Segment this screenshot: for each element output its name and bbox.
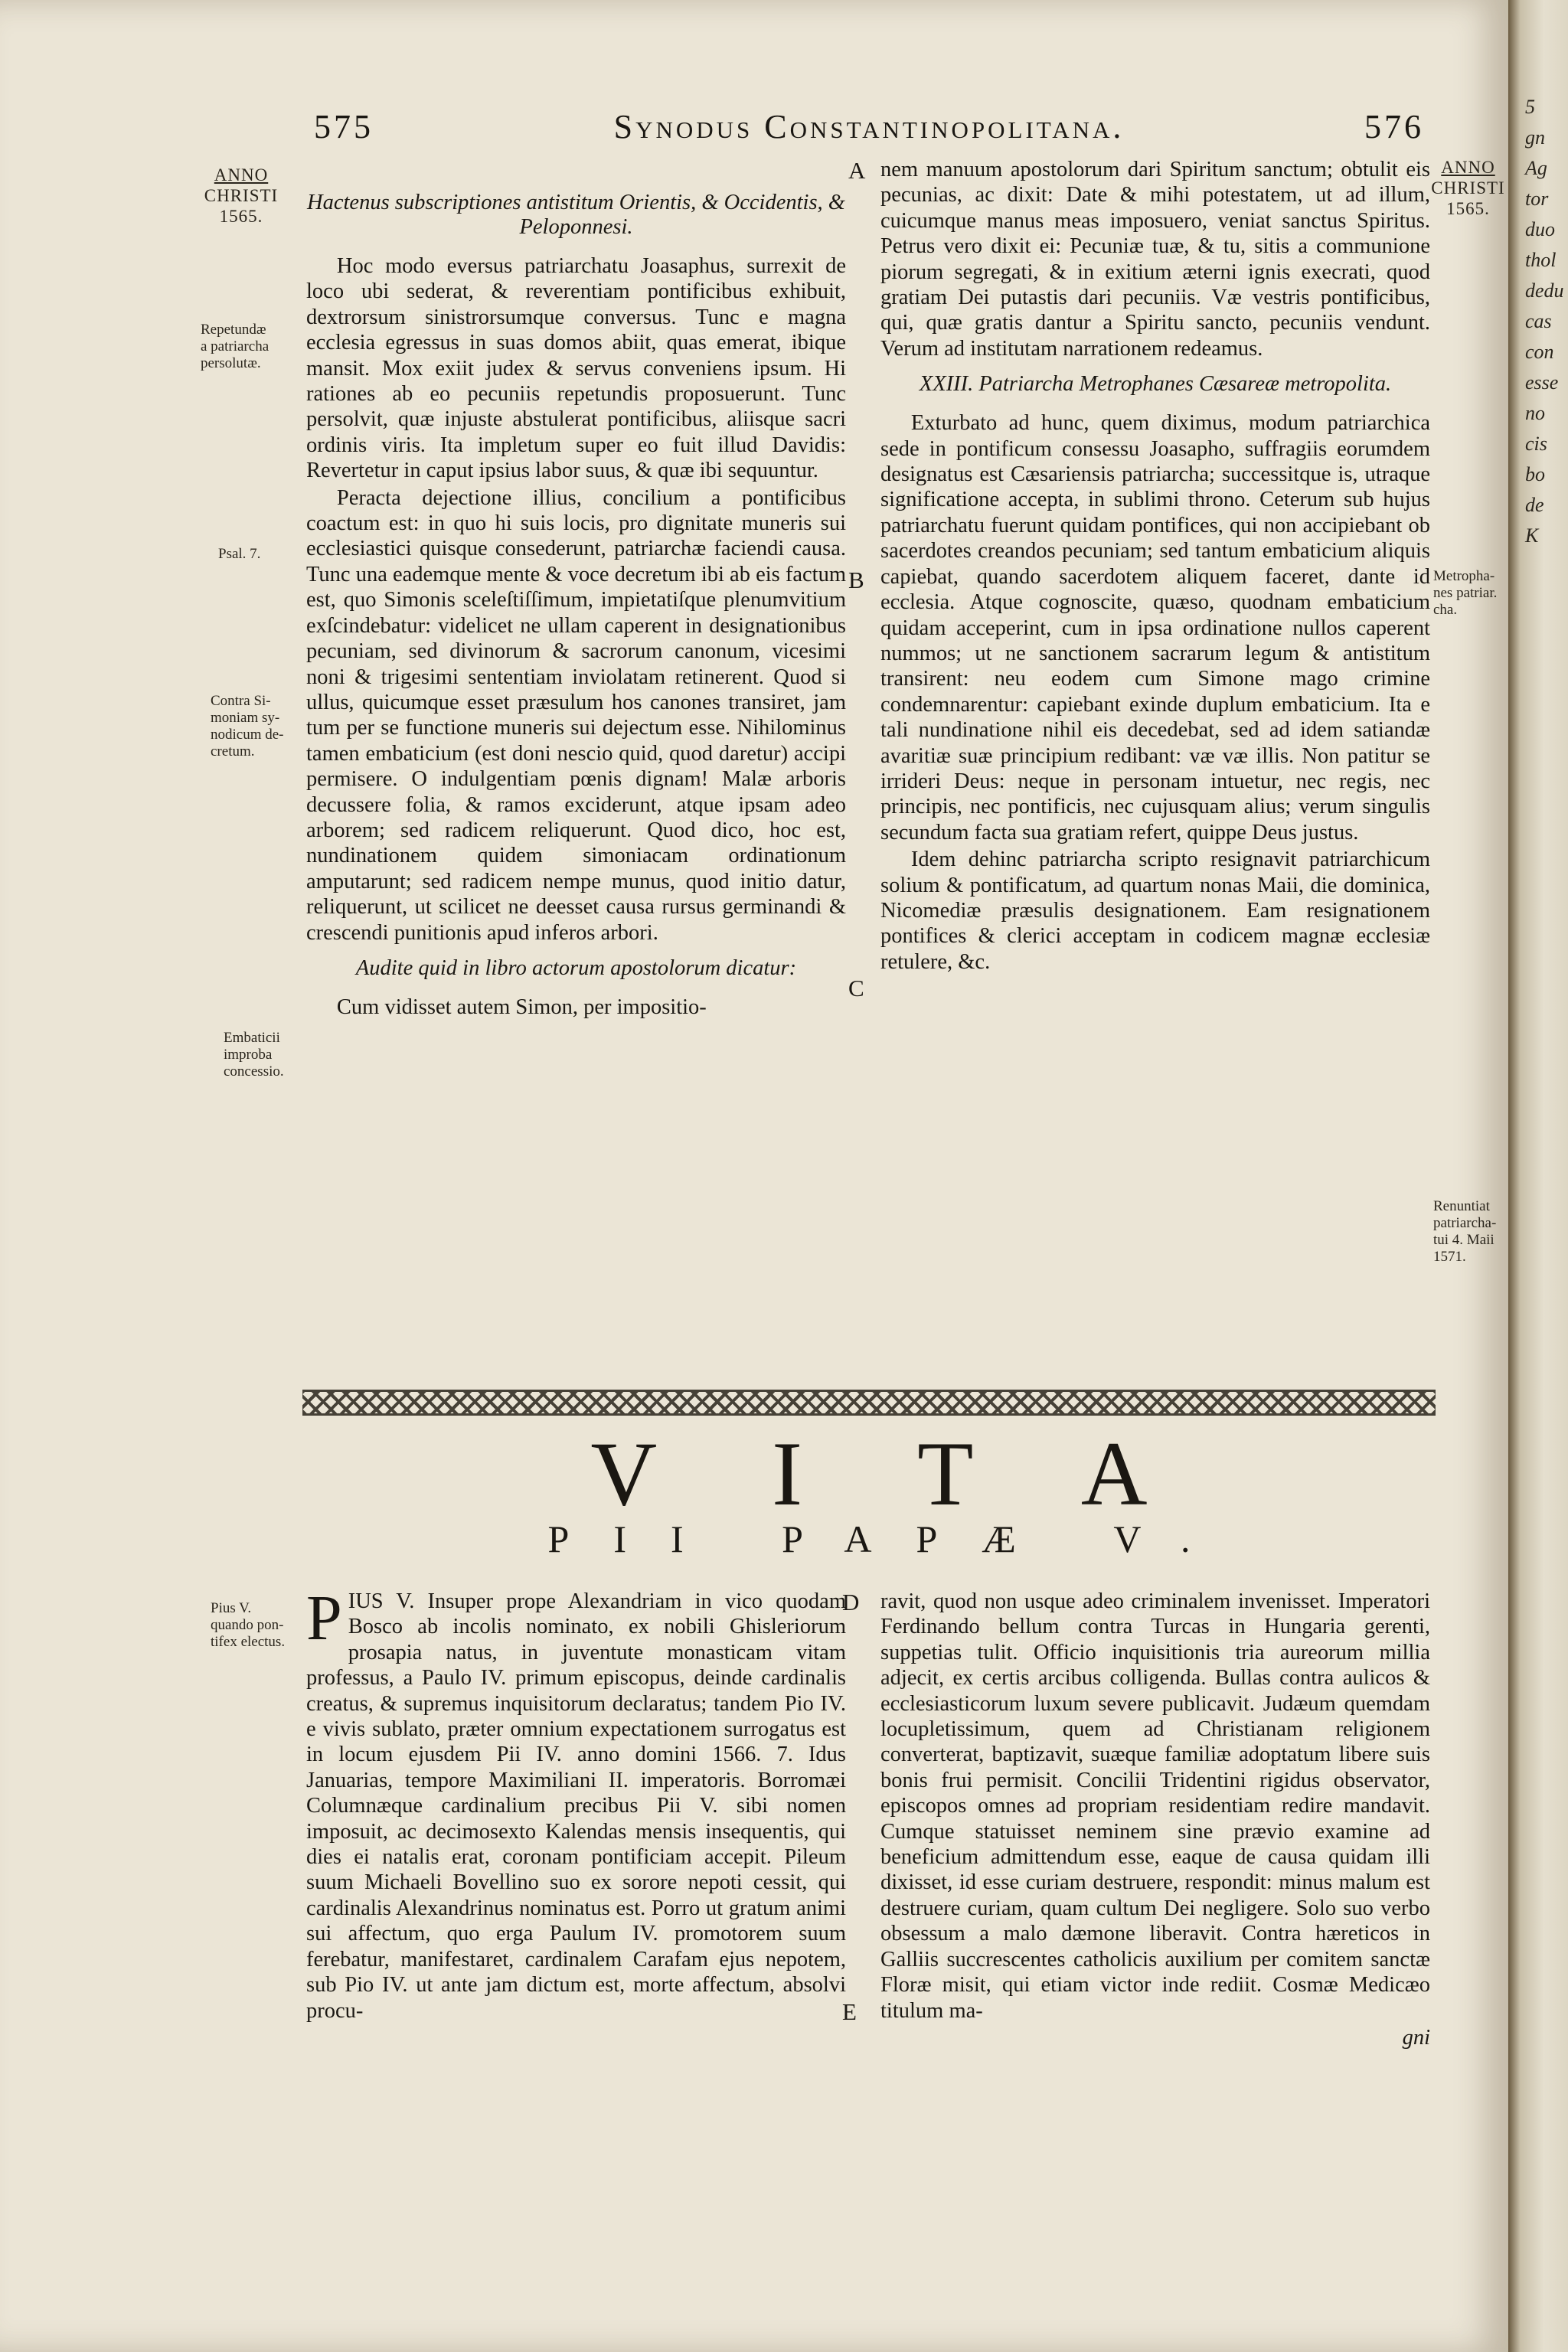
margin-note-repetundae	[201, 322, 304, 372]
margin-note-line: persolutæ.	[201, 355, 261, 371]
section-letter-b: B	[848, 567, 864, 593]
margin-anno-right-line: CHRISTI	[1431, 178, 1505, 198]
subscriptions-heading: Hactenus subscriptiones antistitum Orientis, & Occidentis, & Peloponnesi.	[307, 191, 845, 239]
margin-note-line: quando pon-	[211, 1617, 284, 1633]
margin-note-line: Repetundæ	[201, 322, 266, 338]
margin-note-line: concessio.	[224, 1063, 284, 1080]
margin-anno-left-line: 1565.	[219, 207, 263, 226]
vita-subtitle: PII PAPÆ V.	[547, 1517, 1235, 1560]
margin-note-line: tui 4. Maii	[1433, 1232, 1494, 1248]
page-number-right: 576	[1364, 108, 1424, 145]
running-header	[306, 107, 1432, 161]
margin-note-pius-v	[211, 1600, 306, 1651]
right-column	[880, 157, 1430, 976]
margin-note-metrophanes	[1433, 568, 1508, 619]
running-title: Synodus Constantinopolitana.	[613, 108, 1125, 145]
margin-anno-left-line: ANNO	[214, 165, 269, 185]
margin-note-line: tifex electus.	[211, 1634, 286, 1650]
margin-note-line: cha.	[1433, 602, 1458, 618]
section-heading-xxiii: XXIII. Patriarcha Metrophanes Cæsareæ metropolita.	[919, 372, 1392, 397]
margin-note-line: Renuntiat	[1433, 1198, 1490, 1214]
margin-anno-left-line: CHRISTI	[204, 186, 279, 205]
vita-title: VITA	[590, 1423, 1263, 1524]
margin-anno-left	[195, 165, 287, 227]
drop-cap: P	[306, 1583, 342, 1654]
margin-note-line: Contra Si-	[211, 693, 271, 709]
section-letter-a: A	[848, 157, 866, 184]
margin-note-line: patriarcha-	[1433, 1215, 1497, 1231]
section-letter-d: D	[842, 1589, 860, 1615]
margin-note-line: moniam sy-	[211, 710, 280, 726]
margin-note-line: Psal. 7.	[218, 546, 261, 562]
vita-right-column	[880, 1589, 1430, 2052]
margin-note-line: Metropha-	[1433, 568, 1495, 584]
paragraph: Idem dehinc patriarcha scripto resignavit patriarchicum solium & pontificatum, ad quartum nonas Maii, die dominica, Nicomediæ præsulis designationem. Eam resignationem pontifices & clerici acceptam in codicem magnæ ecclesiæ retulere, &c.	[880, 848, 1430, 974]
vita-left-column	[306, 1583, 846, 2025]
margin-note-line: cretum.	[211, 743, 255, 760]
section-letter-e: E	[842, 1998, 857, 2025]
left-column	[306, 180, 846, 1021]
margin-note-line: Embaticii	[224, 1030, 280, 1046]
facing-page-text: 5 gn Ag tor duo thol dedu cas con esse no cis bo de K	[1525, 96, 1564, 547]
margin-anno-right-line: ANNO	[1441, 158, 1495, 177]
margin-anno-right	[1428, 157, 1508, 219]
paragraph: Exturbato ad hunc, quem diximus, modum patriarchica sede in pontificum consessu Joasapho, suffragiis eorumdem designatus est Cæsariensis patriarcha; successitque is, utraque significatione accepta, in sublimi throno. Ceterum sub hujus patriarchatu fuerunt quidam pontifices, qui non accipiebant ob sacerdotes creandos pecuniam; sed tantum embaticium aliquis capiebat, quando sacerdotem aliquem faceret, dante id ecclesia. Atque cognoscite, quæso, quodnam embaticium quidam acceperint, cum in ipsa ordinatione nullos caperent nummos; ut ne sanctionem sacrarum legum & antistitum transirent: neu eodem cum Simone mago crimine condemnarentur: capiebant exinde duplum embaticium. Ita e tali nundinatione nihil eis decedebat, sed ad idem satiandæ avaritiæ suæ principium redibant: væ væ illis. Non patitur se irrideri Deus: neque in personam intuetur, nec regis, nec principis, nec pontificis, nec cujusquam alius; verum singulis secundum facta sua gratiam refert, quippe Deus justus.	[880, 411, 1430, 844]
margin-note-line: improba	[224, 1047, 273, 1063]
margin-note-contra-simoniam	[211, 693, 306, 760]
paragraph: Cum vidisset autem Simon, per impositio-	[336, 995, 707, 1019]
paragraph: nem manuum apostolorum dari Spiritum sanctum; obtulit eis pecunias, ac dixit: Date & mihi potestatem, ut ad illum, cuicumque manus meas imposuero, veniat sanctus Spiritus. Petrus vero dixit ei: Pecuniæ tuæ, & tu, sitis a communione piorum segregati, & in exitium æterni ignis execrati, quod gratiam Dei putastis dari pecuniis. Væ vestris pontificibus, qui, quæ gratis dantur a Spiritu sancto, pecuniis vendunt. Verum ad institutam narrationem redeamus.	[880, 158, 1430, 361]
margin-note-embaticii	[224, 1030, 308, 1080]
margin-anno-right-line: 1565.	[1446, 199, 1490, 218]
vita-left-text: IUS V. Insuper prope Alexandriam in vico quodam Bosco ab incolis nominato, ex nobili Ghisleriorum prosapia natus, in juventute monasticam vitam professus, a Paulo IV. primum episcopus, deinde cardinalis creatus, & supremus inquisitorum declaratus; tandem Pio IV. e vivis sublato, præter omnium expectationem surrogatus est in locum ejusdem Pii IV. anno domini 1566. 7. Idus Januarias, tempore Maximiliani II. imperatoris. Borromæi Columnæque cardinalium precibus Pii V. sibi nomen imposuit, ac decimosexto Kalendas mensis insequentis, qui dies ei natalis erat, coronam pontificiam accepit. Pileum suum Michaeli Bovellino suo ex sorore nepoti cessit, qui cardinalis Alexandrinus nominatus est. Porro ut gratum animi sui affectum, quo erga Paulum IV. promotorem suum ferebatur, manifestaret, cardinalem Carafam ejus nepotem, sub Pio IV. ut ante jam dictum est, morte affectum, absolvi procu-	[306, 1589, 846, 2023]
margin-note-psalm	[218, 546, 302, 563]
paragraph: Hoc modo eversus patriarchatu Joasaphus, surrexit de loco ubi sederat, & reverentiam pontificibus exhibuit, dextrorsum sinistrorsumque conversus. Tunc e magna ecclesia egressus in suas domos abiit, quas emerat, ibique mansit. Mox exiit judex & servus conveniens ipsum. Hi rationes ab eo pecuniis repetundis proposuerunt. Tunc persolvit, quæ injuste abstulerat pontificibus, aliisque sacri ordinis viris. Ita impletum super eo fuit illud Davidis: Revertetur in caput ipsius labor suus, & quæ ibi sequuntur.	[306, 254, 846, 483]
margin-note-line: 1571.	[1433, 1249, 1466, 1265]
facing-page-edge	[1508, 0, 1568, 2352]
margin-note-line: nes patriar.	[1433, 585, 1498, 601]
acts-heading: Audite quid in libro actorum apostolorum dicatur:	[355, 956, 797, 980]
vita-paragraph: ravit, quod non usque adeo criminalem invenisset. Imperatori Ferdinando bellum contra Turcas in Hungaria gerenti, suppetias tulit. Officio inquisitionis tria aureorum millia adjecit, ex certis arcibus colligenda. Bullas contra aulicos & ecclesiasticorum luxum severe publicavit. Judæum quemdam locupletissimum, quem ad Christianam religionem converterat, baptizavit, suæque familiæ adoptatum libere suis bonis frui permisit. Concilii Tridentini rigidus observator, episcopos omnes ad propriam residentiam redire mandavit. Cumque statuisset neminem sine prævio examine ad beneficium admittendum esse, eaque de causa quidam illi dixisset, id esse curiam destruere, respondit: minus malum est destruere curiam, quam cultum Dei negligere. Solo suo verbo obsessum a malo dæmone liberavit. Contra hæreticos in Galliis succrescentes catholicis auxilium per comitem sanctæ Floræ misit, qui etiam victor inde rediit. Cosmæ Medicæo titulum ma-	[880, 1589, 1430, 2023]
margin-note-renuntiat	[1433, 1198, 1508, 1266]
margin-note-line: Pius V.	[211, 1600, 252, 1616]
section-letter-c: C	[848, 975, 864, 1001]
vita-paragraph	[306, 1583, 846, 2024]
margin-note-line: nodicum de-	[211, 727, 284, 743]
paragraph: Peracta dejectione illius, concilium a pontificibus coactum est: in quo hi suis locis, pro dignitate muneris sui ecclesiastici quisque consederunt, patriarchæ faciendi causa. Tunc una eademque mente & voce decretum ibi ab eis factum est, quo Simonis sceleſtiſſimum, impietatiſque plenumvitium exſcindebatur: videlicet ne ullam caperent in designationibus pecuniam, sed divinorum & sacrorum canonum, vicesimi noni & trigesimi sententiam inviolatam retinerent. Quod si ullus, quicumque esset præsulum hos canones transiret, jam tum per se functione muneris sui dejectum esse. Nihilominus tamen embaticium (est doni nescio quid, quod daretur) accipi permisere. O indulgentiam pœnis dignam! Malæ arboris decussere folia, & ramos exciderunt, atque ipsam adeo arborem; sed radicem reliquerunt. Quod dico, hoc est, nundinationem quidem simoniacam ordinationum amputarunt; sed radicem nempe munus, quod initio datur, reliquerunt, ut scilicet ne deesset causa rursus germinandi & crescendi punitionis apud inferos arbori.	[306, 485, 846, 945]
ornamental-rule	[302, 1390, 1436, 1416]
catchword: gni	[1402, 2025, 1430, 2050]
page-number-left: 575	[314, 108, 374, 145]
margin-note-line: a patriarcha	[201, 338, 270, 354]
